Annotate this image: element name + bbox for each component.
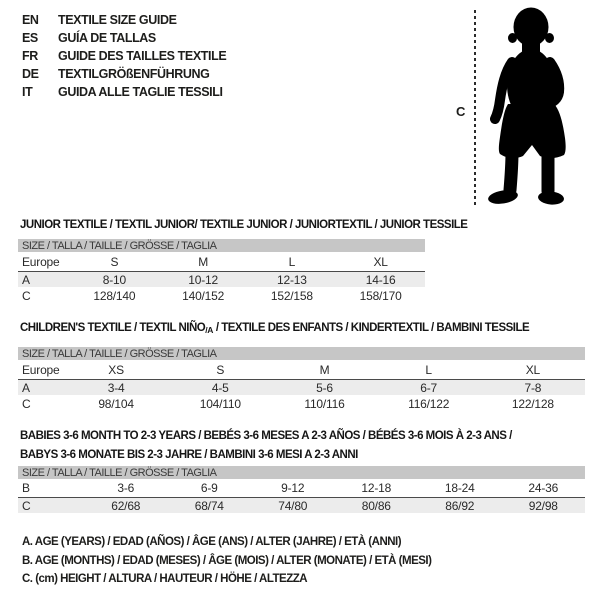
table-row <box>18 479 585 498</box>
language-title: GUÍA DE TALLAS <box>58 31 156 45</box>
table-row <box>18 395 585 412</box>
table-cell: 18-24 <box>418 479 502 498</box>
row-label: A <box>18 272 70 288</box>
table-cell: 152/158 <box>270 288 313 303</box>
children-section-title <box>20 322 529 335</box>
column-header: M <box>272 360 376 380</box>
size-header-label: SIZE / TALLA / TAILLE / GRÖSSE / TAGLIA <box>18 466 585 479</box>
language-code: IT <box>22 85 33 99</box>
table-cell: 7-8 <box>481 380 585 396</box>
language-row <box>22 29 226 47</box>
children-size-table <box>18 347 585 412</box>
measure-legend <box>22 536 431 592</box>
table-row <box>18 272 425 288</box>
babies-title-line1: BABIES 3-6 MONTH TO 2-3 YEARS / BEBÉS 3-6 MESES A 2-3 AÑOS / BÉBÉS 3-6 MOIS À 2-3 ANS / <box>20 430 512 442</box>
row-label: Europe <box>18 360 64 380</box>
language-row <box>22 11 226 29</box>
column-header: L <box>248 252 337 272</box>
size-header-label: SIZE / TALLA / TAILLE / GRÖSSE / TAGLIA <box>18 239 425 252</box>
table-cell: 140/152 <box>182 288 225 303</box>
table-cell: 62/68 <box>84 498 168 514</box>
language-code: FR <box>22 49 38 63</box>
table-cell: 104/110 <box>199 396 241 411</box>
table-cell: 5-6 <box>272 380 376 396</box>
language-code: DE <box>22 67 39 81</box>
size-header-bar <box>18 239 425 252</box>
size-header-bar <box>18 347 585 360</box>
table-cell: 10-12 <box>159 272 248 288</box>
table-cell: 158/170 <box>359 288 402 303</box>
column-header: XL <box>481 360 585 380</box>
children-title-subscript: /A <box>205 325 214 335</box>
table-row <box>18 498 585 514</box>
legend-line-a: A. AGE (YEARS) / EDAD (AÑOS) / ÂGE (ANS) / ALTER (JAHRE) / ETÀ (ANNI) <box>22 536 402 548</box>
table-cell: 8-10 <box>70 272 159 288</box>
babies-size-table <box>18 466 585 513</box>
row-label: C <box>18 498 84 514</box>
table-row <box>18 380 585 396</box>
row-label: C <box>22 288 31 303</box>
row-label: C <box>22 396 31 411</box>
height-measure-label: C <box>456 104 466 119</box>
legend-line-b: B. AGE (MONTHS) / EDAD (MESES) / ÂGE (MOIS) / ALTER (MONATE) / ETÀ (MESI) <box>22 554 432 567</box>
table-cell: 86/92 <box>418 498 502 514</box>
table-cell: 4-5 <box>168 380 272 396</box>
table-cell: 74/80 <box>251 498 335 514</box>
table-row <box>18 252 425 272</box>
language-row <box>22 47 226 65</box>
table-cell: 116/122 <box>408 396 450 411</box>
babies-title-line2: BABYS 3-6 MONATE BIS 2-3 JAHRE / BAMBINI 3-6 MESI A 2-3 ANNI <box>20 449 358 461</box>
row-label: A <box>18 380 64 396</box>
table-row <box>18 360 585 380</box>
height-measure-dotted-line <box>474 10 476 208</box>
language-title-block <box>22 11 226 101</box>
column-header: M <box>159 252 248 272</box>
children-title-text: / TEXTILE DES ENFANTS / KINDERTEXTIL / BAMBINI TESSILE <box>213 322 530 334</box>
row-label: B <box>18 479 84 498</box>
legend-line-c: C. (cm) HEIGHT / ALTURA / HAUTEUR / HÖHE / ALTEZZA <box>22 573 308 585</box>
table-cell: 24-36 <box>502 479 586 498</box>
language-row <box>22 83 226 101</box>
size-header-bar <box>18 466 585 479</box>
table-cell: 9-12 <box>251 479 335 498</box>
table-cell: 6-9 <box>168 479 252 498</box>
table-cell: 68/74 <box>168 498 252 514</box>
language-code: ES <box>22 31 38 45</box>
children-title-text: CHILDREN'S TEXTILE / TEXTIL NIÑO <box>20 322 206 334</box>
toddler-silhouette-image <box>482 6 586 206</box>
column-header: L <box>377 360 481 380</box>
language-title: TEXTILGRÖßENFÜHRUNG <box>58 67 210 81</box>
column-header: XS <box>64 360 168 380</box>
language-title: GUIDE DES TAILLES TEXTILE <box>58 49 227 63</box>
table-cell: 98/104 <box>98 396 134 411</box>
row-label: Europe <box>18 252 70 272</box>
table-cell: 3-4 <box>64 380 168 396</box>
table-cell: 14-16 <box>336 272 425 288</box>
language-title: GUIDA ALLE TAGLIE TESSILI <box>58 85 223 99</box>
junior-size-table <box>18 239 425 304</box>
language-row <box>22 65 226 83</box>
table-cell: 128/140 <box>93 288 136 303</box>
babies-section-title <box>20 427 512 465</box>
table-cell: 12-18 <box>335 479 419 498</box>
column-header: XL <box>336 252 425 272</box>
table-cell: 92/98 <box>502 498 586 514</box>
table-cell: 6-7 <box>377 380 481 396</box>
table-row <box>18 287 425 304</box>
table-cell: 110/116 <box>304 396 345 411</box>
language-code: EN <box>22 13 39 27</box>
size-header-label: SIZE / TALLA / TAILLE / GRÖSSE / TAGLIA <box>18 347 585 360</box>
language-title: TEXTILE SIZE GUIDE <box>58 13 177 27</box>
column-header: S <box>70 252 159 272</box>
table-cell: 80/86 <box>335 498 419 514</box>
junior-section-title: JUNIOR TEXTILE / TEXTIL JUNIOR/ TEXTILE JUNIOR / JUNIORTEXTIL / JUNIOR TESSILE <box>20 219 468 231</box>
table-cell: 12-13 <box>248 272 337 288</box>
table-cell: 122/128 <box>511 396 554 411</box>
column-header: S <box>168 360 272 380</box>
table-cell: 3-6 <box>84 479 168 498</box>
